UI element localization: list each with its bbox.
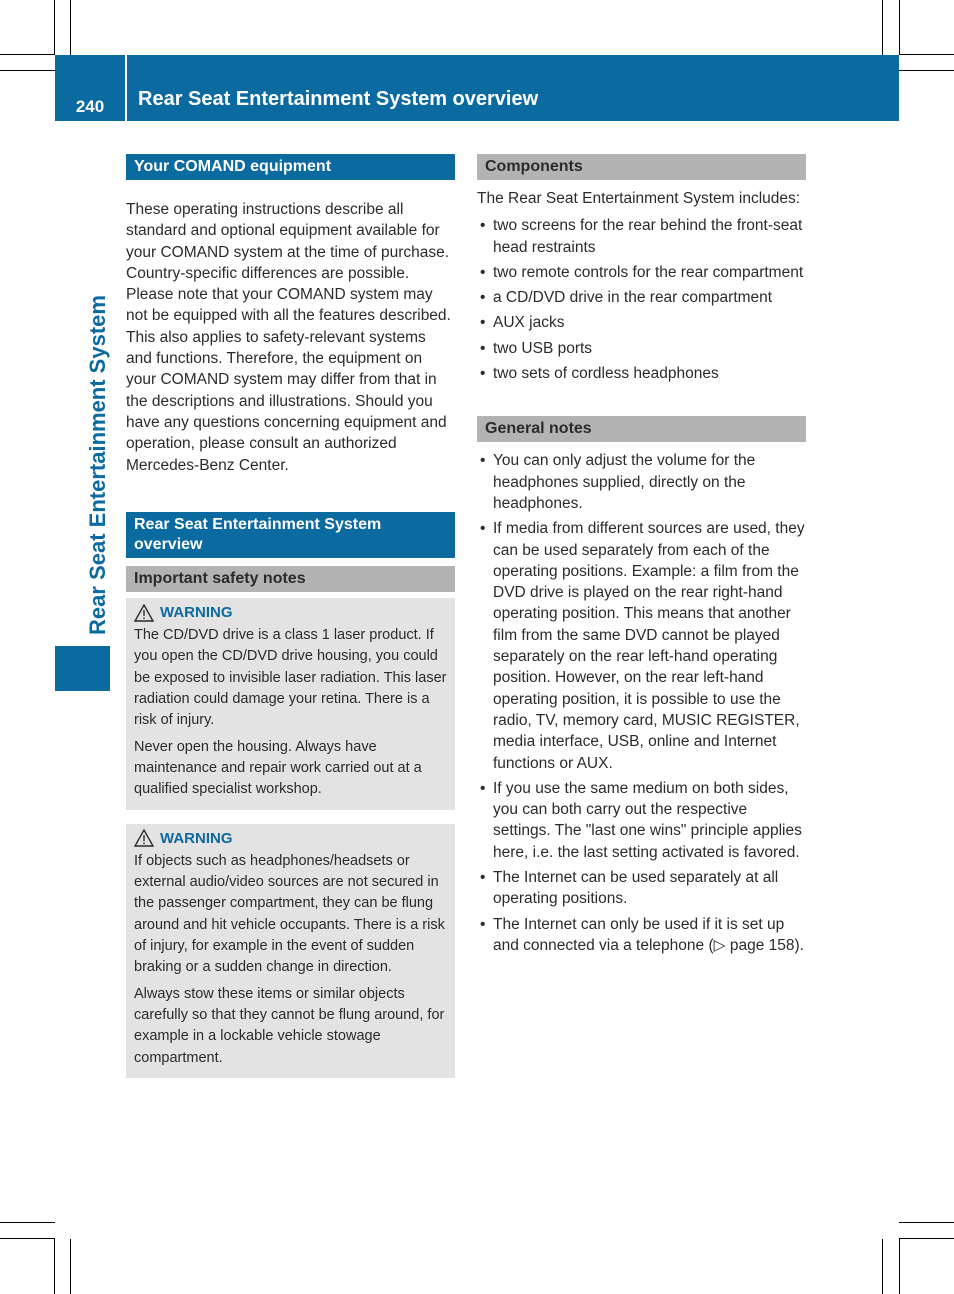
- list-item: • two screens for the rear behind the front-seat head restraints: [477, 215, 806, 258]
- list-item: • The Internet can only be used if it is set up and connected via a telephone (▷ page 158).: [477, 914, 806, 957]
- crop-mark: [899, 1239, 900, 1294]
- page-title: Rear Seat Entertainment System overview: [138, 88, 539, 110]
- crop-mark: [899, 1238, 954, 1239]
- section-heading-comand: Your COMAND equipment: [126, 154, 455, 180]
- side-tab-label: Rear Seat Entertainment System: [85, 295, 110, 635]
- crop-mark: [899, 70, 954, 71]
- crop-mark: [0, 1238, 55, 1239]
- section-heading-overview: Rear Seat Entertainment System overview: [126, 512, 455, 558]
- list-item: • two USB ports: [477, 338, 806, 359]
- warning-label: WARNING: [160, 603, 233, 621]
- crop-mark: [0, 70, 55, 71]
- list-item: • You can only adjust the volume for the headphones supplied, directly on the headphones.: [477, 450, 806, 514]
- list-item: • AUX jacks: [477, 312, 806, 333]
- warning-paragraph: Never open the housing. Always have maintenance and repair work carried out at a qualified specialist workshop.: [134, 738, 422, 798]
- subsection-heading-safety: Important safety notes: [126, 566, 455, 592]
- crop-mark: [882, 0, 883, 55]
- list-item: • The Internet can be used separately at all operating positions.: [477, 867, 806, 910]
- warning-header: [134, 602, 447, 623]
- general-notes-list: [477, 450, 806, 956]
- list-item: • two sets of cordless headphones: [477, 363, 806, 384]
- crop-mark: [0, 1222, 55, 1223]
- page-number: 240: [75, 97, 105, 116]
- warning-paragraph: The CD/DVD drive is a class 1 laser product. If you open the CD/DVD drive housing, you could be exposed to invisible laser radiation. This laser radiation could damage your retina. There is a risk of injury.: [134, 627, 447, 729]
- warning-triangle-icon: [134, 829, 154, 847]
- crop-mark: [882, 1239, 883, 1294]
- left-column: [126, 154, 455, 1078]
- crop-mark: [70, 0, 71, 55]
- section-heading-general-notes: General notes: [477, 416, 806, 442]
- list-item: • If media from different sources are used, they can be used separately from each of the operating positions. Example: a film from the DVD drive is played on the rear right-hand operating position. This means that another film from the same DVD cannot be played separately on the rear left-hand operating position. However, on the rear left-hand operating position, it is possible to use the radio, TV, memory card, MUSIC REGISTER, media interface, USB, online and Internet functions or AUX.: [477, 518, 806, 774]
- comand-text: These operating instructions describe all standard and optional equipment available for your COMAND system at the time of purchase. Country-specific differences are possible. Please note that your COMAND system may not be equipped with all the features described. This also applies to safety-relevant systems and functions. Therefore, the equipment on your COMAND system may differ from that in the descriptions and illustrations. Should you have any questions concerning equipment and operation, please consult an authorized Mercedes-Benz Center.: [126, 201, 451, 474]
- warning-box: [126, 824, 455, 1078]
- warning-paragraph: If objects such as headphones/headsets or external audio/video sources are not secured in the passenger compartment, they can be flung around and hit vehicle occupants. There is a risk of injury, for example in the event of sudden braking or a sudden change in direction.: [134, 852, 445, 976]
- header-divider: [125, 55, 127, 121]
- list-item: • a CD/DVD drive in the rear compartment: [477, 287, 806, 308]
- side-tab-marker: [55, 646, 110, 691]
- crop-mark: [70, 1239, 71, 1294]
- crop-mark: [899, 0, 900, 55]
- components-list: [477, 215, 806, 384]
- crop-mark: [54, 1239, 55, 1294]
- warning-paragraph: Always stow these items or similar objects carefully so that they cannot be flung around, for example in a lockable vehicle stowage compartment.: [134, 985, 445, 1066]
- warning-header: [134, 828, 447, 849]
- crop-mark: [0, 54, 55, 55]
- list-item: • two remote controls for the rear compartment: [477, 262, 806, 283]
- list-item: • If you use the same medium on both sides, you can both carry out the respective settings. The "last one wins" principle applies here, i.e. the last setting activated is favored.: [477, 778, 806, 863]
- section-heading-components: Components: [477, 154, 806, 180]
- right-column: [477, 154, 806, 960]
- components-intro: The Rear Seat Entertainment System includes:: [477, 190, 801, 207]
- crop-mark: [899, 1222, 954, 1223]
- crop-mark: [54, 0, 55, 55]
- warning-box: [126, 598, 455, 810]
- warning-label: WARNING: [160, 829, 233, 847]
- warning-triangle-icon: [134, 604, 154, 622]
- crop-mark: [899, 54, 954, 55]
